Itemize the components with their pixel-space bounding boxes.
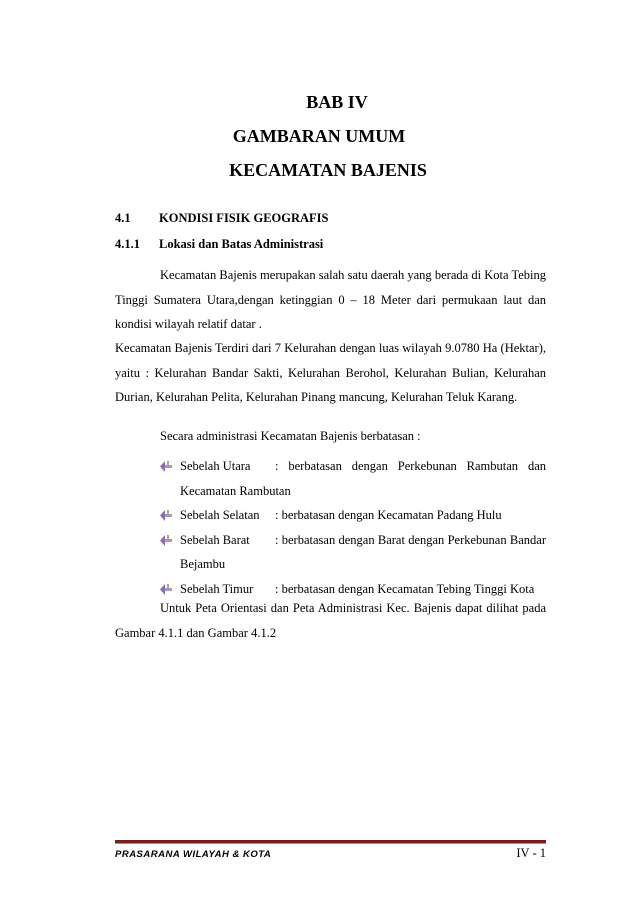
list-item [160, 528, 546, 577]
boundary-desc: : berbatasan dengan Barat dengan Perkebunan Bandar Bejambu [180, 532, 546, 571]
section-title: KONDISI FISIK GEOGRAFIS [159, 211, 329, 225]
arrow-bullet-icon [160, 583, 172, 595]
boundary-desc: : berbatasan dengan Kecamatan Padang Hulu [275, 508, 502, 522]
arrow-bullet-icon [160, 509, 172, 521]
subsection-number: 4.1.1 [115, 237, 140, 251]
section-number: 4.1 [115, 211, 131, 225]
section-heading [115, 210, 328, 226]
subsection-heading [115, 236, 323, 252]
footer-title: PRASARANA WILAYAH & KOTA [115, 849, 272, 860]
chapter-title-line-1: GAMBARAN UMUM [232, 126, 406, 146]
boundary-name: Sebelah Barat [180, 532, 250, 547]
boundary-desc: : berbatasan dengan Perkebunan Rambutan dan Kecamatan Rambutan [180, 459, 546, 498]
chapter-title-line-2: KECAMATAN BAJENIS [229, 160, 427, 180]
paragraph-map-reference: Untuk Peta Orientasi dan Peta Administrasi Kec. Bajenis dapat dilihat pada Gambar 4.1.1 dan Gambar 4.1.2 [115, 601, 546, 640]
boundary-list [160, 454, 546, 601]
chapter-number: BAB IV [306, 92, 368, 112]
footer-divider [115, 840, 546, 844]
list-item [160, 454, 546, 503]
page-number: IV - 1 [516, 846, 546, 860]
paragraph-location: Kecamatan Bajenis merupakan salah satu daerah yang berada di Kota Tebing Tinggi Sumatera Utara,dengan ketinggian 0 – 18 Meter dari permukaan laut dan kondisi wilayah relatif datar . [115, 268, 546, 331]
paragraph-kelurahan: Kecamatan Bajenis Terdiri dari 7 Kelurahan dengan luas wilayah 9.0780 Ha (Hektar), yaitu : Kelurahan Bandar Sakti, Kelurahan Berohol, Kelurahan Bulian, Kelurahan Durian, Kelurahan Pelita, Kelurahan Pinang mancung, Kelurahan Teluk Karang. [115, 341, 546, 404]
arrow-bullet-icon [160, 534, 172, 546]
boundary-name: Sebelah Utara [180, 459, 251, 473]
arrow-bullet-icon [160, 460, 172, 472]
list-item [160, 503, 546, 528]
boundary-name: Sebelah Selatan [180, 508, 260, 522]
paragraph-boundaries-intro: Secara administrasi Kecamatan Bajenis berbatasan : [160, 429, 421, 443]
subsection-title: Lokasi dan Batas Administrasi [159, 237, 324, 251]
boundary-desc: : berbatasan dengan Kecamatan Tebing Tinggi Kota [275, 581, 535, 596]
boundary-name: Sebelah Timur [180, 581, 254, 596]
